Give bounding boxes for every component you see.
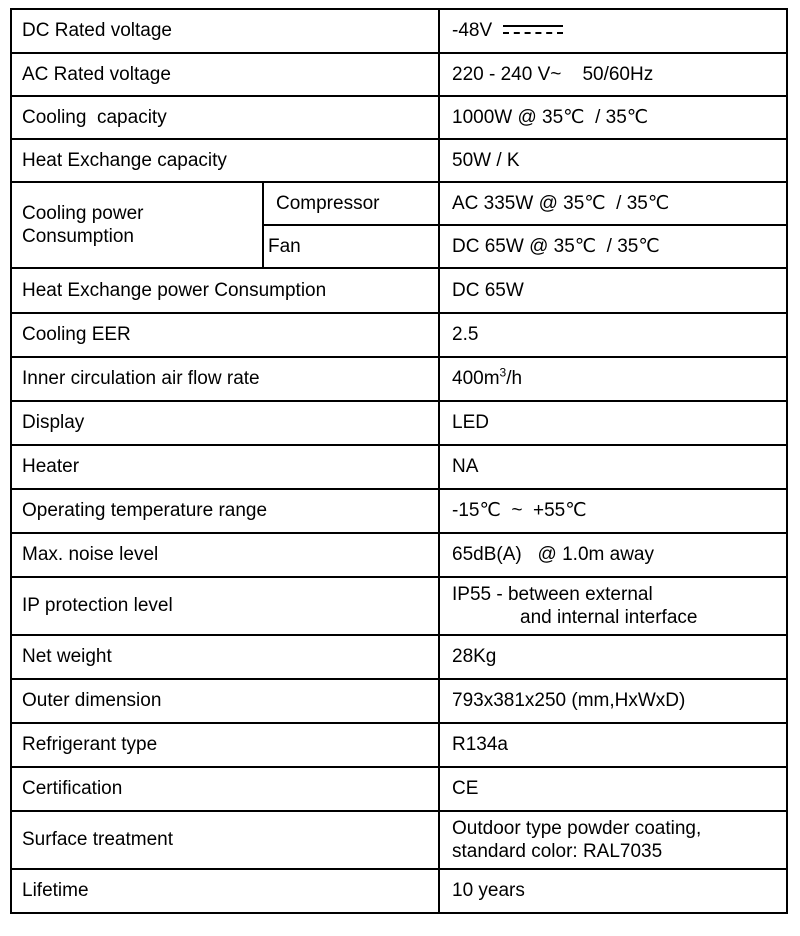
spec-label: Cooling capacity	[11, 96, 439, 139]
spec-value-cell	[439, 9, 787, 53]
spec-row-air-flow	[11, 357, 787, 401]
spec-label: Certification	[11, 767, 439, 811]
superscript: 3	[499, 365, 507, 380]
spec-value: R134a	[439, 723, 787, 767]
spec-label: AC Rated voltage	[11, 53, 439, 96]
spec-value: LED	[439, 401, 787, 445]
spec-row-ip-protection	[11, 577, 787, 635]
spec-value: AC 335W @ 35℃ / 35℃	[439, 182, 787, 225]
spec-row-cooling-capacity	[11, 96, 787, 139]
spec-value: 400m	[452, 368, 500, 389]
spec-row-cooling-eer	[11, 313, 787, 357]
spec-value: 2.5	[439, 313, 787, 357]
spec-label-line: Cooling power	[22, 203, 144, 224]
spec-value: NA	[439, 445, 787, 489]
spec-value-cell	[439, 577, 787, 635]
spec-value-cell	[439, 357, 787, 401]
spec-label: Operating temperature range	[11, 489, 439, 533]
spec-value: 28Kg	[439, 635, 787, 679]
spec-value: 1000W @ 35℃ / 35℃	[439, 96, 787, 139]
spec-row-display	[11, 401, 787, 445]
spec-sublabel-compressor: Compressor	[263, 182, 439, 225]
spec-value: -48V	[452, 20, 493, 41]
spec-row-noise	[11, 533, 787, 577]
spec-value-line: and internal interface	[520, 607, 698, 628]
spec-label: Net weight	[11, 635, 439, 679]
spec-value-unit: /h	[506, 368, 523, 389]
spec-value: 220 - 240 V~ 50/60Hz	[439, 53, 787, 96]
spec-row-heat-exchange-power	[11, 268, 787, 313]
dc-current-icon	[503, 25, 563, 37]
spec-sublabel-fan: Fan	[263, 225, 439, 268]
spec-row-lifetime	[11, 869, 787, 913]
spec-row-heater	[11, 445, 787, 489]
spec-label: Heat Exchange capacity	[11, 139, 439, 182]
spec-label: Lifetime	[11, 869, 439, 913]
spec-value: -15℃ ~ +55℃	[439, 489, 787, 533]
spec-row-outer-dimension	[11, 679, 787, 723]
spec-label: Refrigerant type	[11, 723, 439, 767]
spec-row-surface-treatment	[11, 811, 787, 869]
spec-label-cooling-power	[11, 182, 263, 268]
spec-row-heat-exchange-capacity	[11, 139, 787, 182]
spec-value-cell	[439, 811, 787, 869]
spec-label: Outer dimension	[11, 679, 439, 723]
spec-label: DC Rated voltage	[11, 9, 439, 53]
spec-row-cooling-power-compressor	[11, 182, 787, 225]
spec-value: 65dB(A) @ 1.0m away	[439, 533, 787, 577]
spec-value: DC 65W @ 35℃ / 35℃	[439, 225, 787, 268]
spec-value: 50W / K	[439, 139, 787, 182]
spec-row-ac-voltage	[11, 53, 787, 96]
spec-value: DC 65W	[439, 268, 787, 313]
spec-label-line: Consumption	[22, 226, 134, 247]
spec-row-net-weight	[11, 635, 787, 679]
spec-value-line: IP55 - between external	[452, 584, 653, 605]
spec-row-refrigerant	[11, 723, 787, 767]
spec-value: 10 years	[439, 869, 787, 913]
spec-label: Max. noise level	[11, 533, 439, 577]
spec-row-certification	[11, 767, 787, 811]
spec-label: Surface treatment	[11, 811, 439, 869]
spec-value: CE	[439, 767, 787, 811]
spec-label: IP protection level	[11, 577, 439, 635]
spec-row-operating-temp	[11, 489, 787, 533]
spec-label: Heater	[11, 445, 439, 489]
spec-label: Heat Exchange power Consumption	[11, 268, 439, 313]
spec-label: Inner circulation air flow rate	[11, 357, 439, 401]
spec-value: 793x381x250 (mm,HxWxD)	[439, 679, 787, 723]
spec-row-dc-voltage	[11, 9, 787, 53]
specification-table	[10, 8, 788, 914]
spec-label: Cooling EER	[11, 313, 439, 357]
spec-value-line: standard color: RAL7035	[452, 841, 663, 862]
spec-label: Display	[11, 401, 439, 445]
spec-value-line: Outdoor type powder coating,	[452, 818, 702, 839]
